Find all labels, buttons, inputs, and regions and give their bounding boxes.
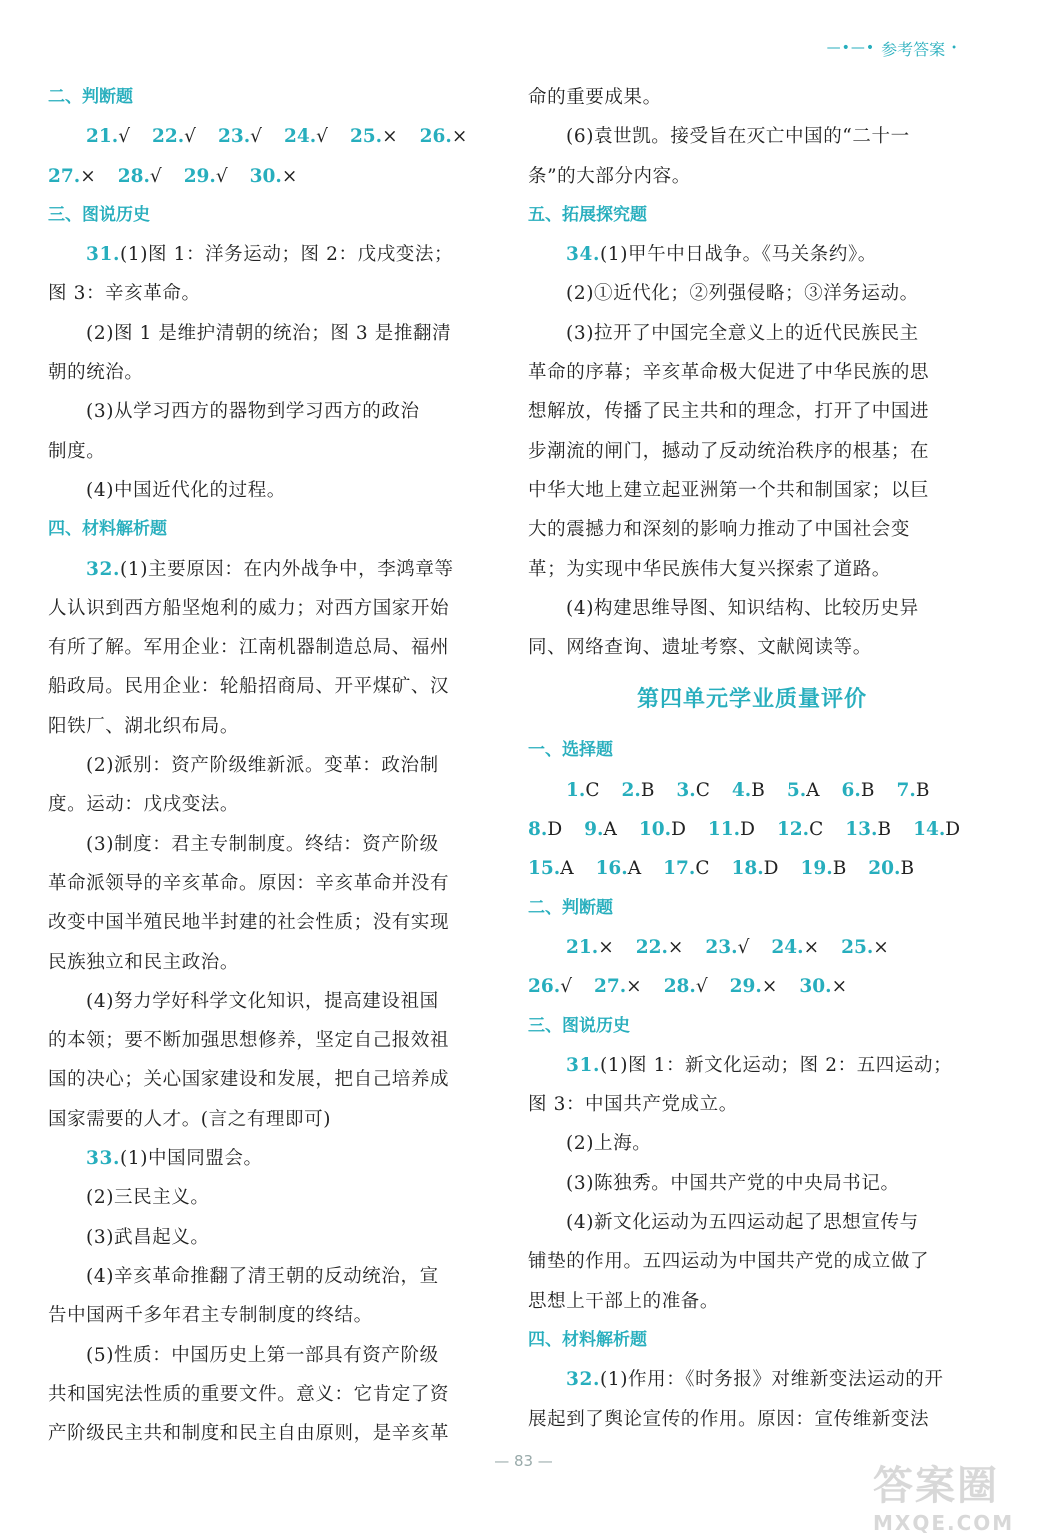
section-heading: 二、判断题 bbox=[48, 87, 133, 107]
answer-item bbox=[777, 810, 823, 849]
question-number: 21. bbox=[566, 936, 599, 958]
unit-title: 第四单元学业质量评价 bbox=[636, 686, 867, 713]
question-number: 1. bbox=[566, 779, 586, 801]
question-number: 19. bbox=[800, 858, 833, 880]
answer-line: (5)性质：中国历史上第一部具有资产阶级 bbox=[86, 1344, 439, 1366]
answer-value: D bbox=[763, 858, 779, 880]
answer-value: √ bbox=[737, 936, 750, 958]
section-heading: 四、材料解析题 bbox=[48, 519, 167, 540]
answer-item bbox=[771, 928, 819, 967]
question-number: 29. bbox=[729, 976, 762, 998]
answer-value: D bbox=[740, 819, 755, 841]
answer-value: B bbox=[915, 779, 930, 801]
answer-value: A bbox=[603, 819, 617, 841]
question-number: 22. bbox=[635, 936, 668, 958]
answer-item bbox=[528, 967, 572, 1006]
answer-value: √ bbox=[316, 126, 328, 148]
question-number: 8. bbox=[528, 819, 548, 841]
answer-value: × bbox=[451, 126, 468, 148]
header-label: 参考答案 bbox=[881, 39, 946, 59]
answer-line: 民族独立和民主政治。 bbox=[48, 951, 240, 973]
answer-line: (3)从学习西方的器物到学习西方的政治 bbox=[86, 401, 420, 423]
answer-item bbox=[250, 157, 298, 196]
answer-item bbox=[350, 117, 398, 156]
question-number: 25. bbox=[349, 126, 383, 148]
question-number: 14. bbox=[913, 819, 946, 841]
answer-item bbox=[801, 849, 847, 888]
answer-value: C bbox=[695, 779, 710, 801]
answer-item bbox=[639, 810, 686, 849]
answer-value: B bbox=[832, 858, 847, 880]
answer-value: × bbox=[873, 936, 889, 958]
answer-item bbox=[528, 849, 574, 888]
answer-line: 想解放，传播了民主共和的理念，打开了中国进 bbox=[528, 401, 930, 423]
answer-value: √ bbox=[560, 976, 572, 998]
answer-item bbox=[799, 967, 847, 1006]
question-number: 12. bbox=[776, 819, 810, 841]
answer-value: × bbox=[803, 936, 820, 958]
answer-item bbox=[730, 967, 778, 1006]
question-number: 29. bbox=[183, 165, 216, 187]
section-heading: 五、拓展探究题 bbox=[528, 204, 647, 225]
answer-value: B bbox=[860, 779, 875, 801]
answer-line: 32.(1)主要原因：在内外战争中，李鸿章等 bbox=[86, 558, 454, 580]
answer-item bbox=[845, 810, 891, 849]
answer-line: 船政局。民用企业：轮船招商局、开平煤矿、汉 bbox=[48, 676, 450, 698]
answer-item bbox=[86, 117, 130, 156]
answer-line: (4)努力学好科学文化知识，提高建设祖国 bbox=[86, 990, 439, 1012]
answer-line: 阳铁厂、湖北织布局。 bbox=[48, 715, 240, 737]
question-number: 28. bbox=[117, 165, 150, 187]
answer-value: B bbox=[877, 819, 892, 841]
answer-value: B bbox=[751, 779, 765, 801]
answer-line: 步潮流的闸门，撼动了反动统治秩序的根基；在 bbox=[528, 440, 930, 462]
answer-line: 度。运动：戊戌变法。 bbox=[48, 794, 240, 816]
answer-value: D bbox=[671, 819, 686, 841]
question-number: 32. bbox=[566, 1369, 600, 1391]
question-number: 33. bbox=[86, 1148, 120, 1170]
answer-value: D bbox=[945, 819, 961, 841]
answer-value: B bbox=[900, 858, 915, 880]
answer-line: 命的重要成果。 bbox=[528, 87, 662, 108]
answer-item bbox=[841, 928, 889, 967]
question-number: 11. bbox=[707, 819, 741, 841]
answer-line: 铺垫的作用。五四运动为中国共产党的成立做了 bbox=[528, 1251, 930, 1273]
answer-value: √ bbox=[215, 165, 228, 187]
answer-value: C bbox=[809, 819, 824, 841]
answer-item bbox=[621, 771, 654, 810]
answer-item bbox=[284, 117, 328, 156]
answer-item bbox=[528, 810, 562, 849]
answer-line: 有所了解。军用企业：江南机器制造总局、福州 bbox=[48, 637, 450, 659]
answer-value: × bbox=[761, 976, 778, 998]
answer-line: (6)袁世凯。接受旨在灭亡中国的“二十一 bbox=[566, 126, 910, 148]
question-number: 4. bbox=[731, 779, 752, 801]
answer-item bbox=[636, 928, 684, 967]
question-number: 10. bbox=[638, 819, 672, 841]
answer-item bbox=[594, 967, 642, 1006]
answer-value: A bbox=[560, 858, 574, 880]
question-number: 24. bbox=[283, 126, 317, 148]
answer-line: 朝的统治。 bbox=[48, 362, 144, 384]
question-number: 32. bbox=[86, 558, 120, 580]
question-number: 7. bbox=[896, 779, 916, 801]
watermark-text: 答案圈 bbox=[873, 1463, 999, 1509]
answer-value: × bbox=[598, 936, 614, 958]
answer-item bbox=[566, 928, 614, 967]
answer-line: 34.(1)甲午中日战争。《马关条约》。 bbox=[566, 244, 877, 266]
question-number: 30. bbox=[249, 165, 282, 187]
answer-line: 思想上干部上的准备。 bbox=[528, 1290, 720, 1312]
answer-item bbox=[152, 117, 196, 156]
answer-item bbox=[708, 810, 755, 849]
question-number: 3. bbox=[676, 779, 696, 801]
question-number: 2. bbox=[621, 779, 641, 801]
header-dot: • bbox=[951, 42, 957, 54]
question-number: 31. bbox=[86, 244, 120, 266]
question-number: 15. bbox=[528, 858, 561, 880]
answer-line: (3)陈独秀。中国共产党的中央局书记。 bbox=[566, 1172, 900, 1194]
question-number: 17. bbox=[663, 858, 696, 880]
answer-value: A bbox=[627, 858, 642, 880]
answer-line: 革命的序幕；辛亥革命极大促进了中华民族的思 bbox=[528, 362, 930, 384]
answer-line: 制度。 bbox=[48, 440, 106, 462]
answer-line: 人认识到西方船坚炮利的威力；对西方国家开始 bbox=[48, 597, 450, 619]
answer-value: × bbox=[667, 936, 684, 958]
answer-item bbox=[676, 771, 709, 810]
question-number: 23. bbox=[705, 936, 738, 958]
answer-value: D bbox=[547, 819, 563, 841]
judge-row bbox=[48, 117, 496, 156]
question-number: 31. bbox=[566, 1054, 600, 1076]
question-number: 13. bbox=[845, 819, 878, 841]
section-heading: 三、图说历史 bbox=[528, 1015, 630, 1036]
question-number: 22. bbox=[151, 126, 185, 148]
answer-line: 大的震撼力和深刻的影响力推动了中国社会变 bbox=[528, 519, 911, 541]
answer-item bbox=[664, 967, 708, 1006]
answer-line: (3)武昌起义。 bbox=[86, 1226, 210, 1248]
answer-line: 展起到了舆论宣传的作用。原因：宣传维新变法 bbox=[528, 1408, 930, 1430]
answer-line: 33.(1)中国同盟会。 bbox=[86, 1148, 263, 1170]
answer-value: × bbox=[80, 165, 96, 187]
answer-line: 同、网络查询、遗址考察、文献阅读等。 bbox=[528, 637, 872, 659]
question-number: 24. bbox=[771, 936, 804, 958]
answer-value: C bbox=[585, 779, 600, 801]
answer-item bbox=[218, 117, 262, 156]
section-heading: 二、判断题 bbox=[528, 897, 613, 918]
question-number: 16. bbox=[595, 858, 628, 880]
judge-row bbox=[528, 967, 976, 1006]
page-header bbox=[827, 36, 957, 60]
answer-line: (4)中国近代化的过程。 bbox=[86, 479, 286, 501]
answer-line: 改变中国半殖民地半封建的社会性质；没有实现 bbox=[48, 912, 450, 934]
answer-item bbox=[118, 157, 162, 196]
answer-line: 产阶级民主共和制度和民主自由原则，是辛亥革 bbox=[48, 1423, 450, 1445]
answer-line: 告中国两千多年君主专制制度的终结。 bbox=[48, 1305, 373, 1327]
question-number: 28. bbox=[663, 976, 696, 998]
judge-row bbox=[48, 157, 496, 196]
answer-line: (3)拉开了中国完全意义上的近代民族民主 bbox=[566, 322, 919, 344]
answer-line: (3)制度：君主专制制度。终结：资产阶级 bbox=[86, 833, 439, 855]
answer-value: × bbox=[626, 976, 642, 998]
answer-line: 革；为实现中华民族伟大复兴探索了道路。 bbox=[528, 558, 891, 580]
answer-value: √ bbox=[695, 976, 708, 998]
answer-line: (2)上海。 bbox=[566, 1133, 652, 1155]
section-heading: 一、选择题 bbox=[528, 740, 613, 761]
answer-line: 的本领；要不断加强思想修养，坚定自己报效祖 bbox=[48, 1030, 450, 1052]
answer-line: 31.(1)图 1：洋务运动；图 2：戊戌变法； bbox=[86, 244, 454, 266]
watermark-logo bbox=[873, 1454, 1033, 1535]
answer-value: √ bbox=[118, 126, 130, 148]
answer-item bbox=[787, 771, 820, 810]
answer-item bbox=[48, 157, 96, 196]
answer-value: × bbox=[281, 165, 298, 187]
left-column bbox=[48, 78, 496, 1453]
answer-line: 中华大地上建立起亚洲第一个共和制国家；以巨 bbox=[528, 479, 930, 501]
judge-row bbox=[528, 928, 976, 967]
answer-line: 革命派领导的辛亥革命。原因：辛亥革命并没有 bbox=[48, 872, 450, 894]
answer-item bbox=[868, 849, 914, 888]
section-heading: 四、材料解析题 bbox=[528, 1329, 647, 1350]
question-number: 34. bbox=[566, 244, 600, 266]
question-number: 26. bbox=[528, 976, 561, 998]
answer-line: 图 3：辛亥革命。 bbox=[48, 283, 201, 305]
question-number: 6. bbox=[841, 779, 861, 801]
answer-line: 32.(1)作用：《时务报》对维新变法运动的开 bbox=[566, 1369, 944, 1391]
answer-item bbox=[732, 771, 765, 810]
question-number: 30. bbox=[799, 976, 832, 998]
choice-row bbox=[528, 771, 976, 810]
watermark-url: MXQE.COM bbox=[873, 1511, 1015, 1535]
page-number: — 83 — bbox=[494, 1452, 553, 1470]
answer-line: 国家需要的人才。(言之有理即可) bbox=[48, 1108, 332, 1130]
right-column bbox=[528, 78, 976, 1439]
answer-line: 国的决心；关心国家建设和发展，把自己培养成 bbox=[48, 1069, 450, 1091]
answer-item bbox=[842, 771, 875, 810]
answer-line: (2)①近代化；②列强侵略；③洋务运动。 bbox=[566, 283, 919, 305]
answer-item bbox=[896, 771, 929, 810]
answer-value: B bbox=[640, 779, 655, 801]
question-number: 5. bbox=[786, 779, 807, 801]
answer-value: C bbox=[695, 858, 710, 880]
answer-value: × bbox=[382, 126, 398, 148]
answer-item bbox=[566, 771, 599, 810]
question-number: 18. bbox=[731, 858, 764, 880]
answer-line: (4)构建思维导图、知识结构、比较历史异 bbox=[566, 597, 919, 619]
answer-value: A bbox=[806, 779, 820, 801]
answer-line: (4)辛亥革命推翻了清王朝的反动统治，宣 bbox=[86, 1265, 439, 1287]
answer-line: (4)新文化运动为五四运动起了思想宣传与 bbox=[566, 1212, 919, 1234]
answer-line: 条”的大部分内容。 bbox=[528, 165, 691, 187]
answer-line: (2)派别：资产阶级维新派。变革：政治制 bbox=[86, 755, 439, 777]
answer-item bbox=[913, 810, 960, 849]
section-heading: 三、图说历史 bbox=[48, 204, 150, 225]
answer-item bbox=[584, 810, 617, 849]
question-number: 9. bbox=[584, 819, 604, 841]
answer-value: √ bbox=[184, 126, 196, 148]
question-number: 23. bbox=[217, 126, 251, 148]
question-number: 25. bbox=[841, 936, 874, 958]
header-decoration: —•—• bbox=[826, 40, 876, 56]
answer-value: × bbox=[831, 976, 848, 998]
answer-item bbox=[705, 928, 749, 967]
answer-line: (2)图 1 是维护清朝的统治；图 3 是推翻清 bbox=[86, 322, 452, 344]
question-number: 21. bbox=[86, 126, 119, 148]
answer-line: (2)三民主义。 bbox=[86, 1187, 210, 1209]
choice-row bbox=[528, 810, 976, 849]
answer-value: √ bbox=[250, 126, 262, 148]
question-number: 26. bbox=[419, 126, 452, 148]
answer-item bbox=[420, 117, 468, 156]
question-number: 20. bbox=[868, 858, 901, 880]
answer-item bbox=[663, 849, 709, 888]
answer-item bbox=[596, 849, 642, 888]
answer-line: 31.(1)图 1：新文化运动；图 2：五四运动； bbox=[566, 1054, 953, 1076]
answer-line: 共和国宪法性质的重要文件。意义：它肯定了资 bbox=[48, 1383, 450, 1405]
answer-value: √ bbox=[149, 165, 162, 187]
answer-item bbox=[184, 157, 228, 196]
answer-line: 图 3：中国共产党成立。 bbox=[528, 1094, 738, 1116]
choice-row bbox=[528, 849, 976, 888]
question-number: 27. bbox=[48, 165, 81, 187]
question-number: 27. bbox=[593, 976, 627, 998]
answer-item bbox=[731, 849, 778, 888]
